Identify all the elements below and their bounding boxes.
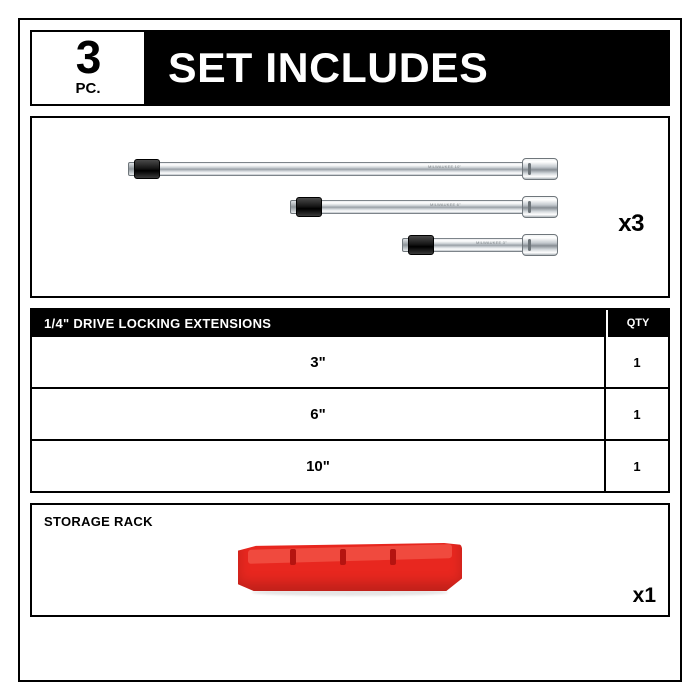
hero-illustration (32, 118, 668, 296)
table-title: 1/4" DRIVE LOCKING EXTENSIONS (44, 316, 272, 331)
header-bar (146, 30, 670, 106)
header (30, 30, 670, 106)
hero-quantity-label: x3 (618, 210, 644, 237)
extension-shaft (316, 200, 528, 214)
socket-end (522, 196, 558, 218)
piece-count-badge (30, 30, 146, 106)
extension-10in-illustration (128, 158, 558, 180)
piece-count-number: 3 (75, 31, 101, 84)
row-item-name: 10" (306, 457, 330, 475)
row-item-qty: 1 (604, 441, 668, 491)
includes-table (30, 308, 670, 493)
piece-count-label: PC. (75, 79, 101, 97)
locking-collar (408, 235, 434, 255)
extension-shaft (154, 162, 528, 176)
shaft-marking: MILWAUKEE 10" (428, 164, 462, 169)
table-row (32, 439, 668, 491)
rack-slot (390, 549, 396, 565)
row-item-qty: 1 (604, 337, 668, 387)
row-item-name: 3" (310, 353, 326, 371)
row-item-name: 6" (310, 405, 326, 423)
locking-collar (134, 159, 160, 179)
rack-slot (340, 549, 346, 565)
extension-6in-illustration (290, 196, 558, 218)
sheet-frame (18, 18, 682, 682)
rack-slot (290, 549, 296, 565)
socket-end (522, 158, 558, 180)
socket-end (522, 234, 558, 256)
hero-image-panel (30, 116, 670, 298)
row-item-qty: 1 (604, 389, 668, 439)
page-title: SET INCLUDES (168, 44, 489, 91)
table-row (32, 387, 668, 439)
shaft-marking: MILWAUKEE 6" (430, 202, 461, 207)
storage-rack-quantity: x1 (632, 584, 656, 607)
storage-rack-panel (30, 503, 670, 617)
table-header-row (32, 310, 668, 337)
extension-3in-illustration (402, 234, 558, 256)
qty-column-header: QTY (606, 310, 668, 337)
table-row (32, 337, 668, 387)
shaft-marking: MILWAUKEE 3" (476, 240, 507, 245)
storage-rack-illustration (238, 543, 462, 605)
storage-rack-title: STORAGE RACK (44, 514, 153, 529)
locking-collar (296, 197, 322, 217)
